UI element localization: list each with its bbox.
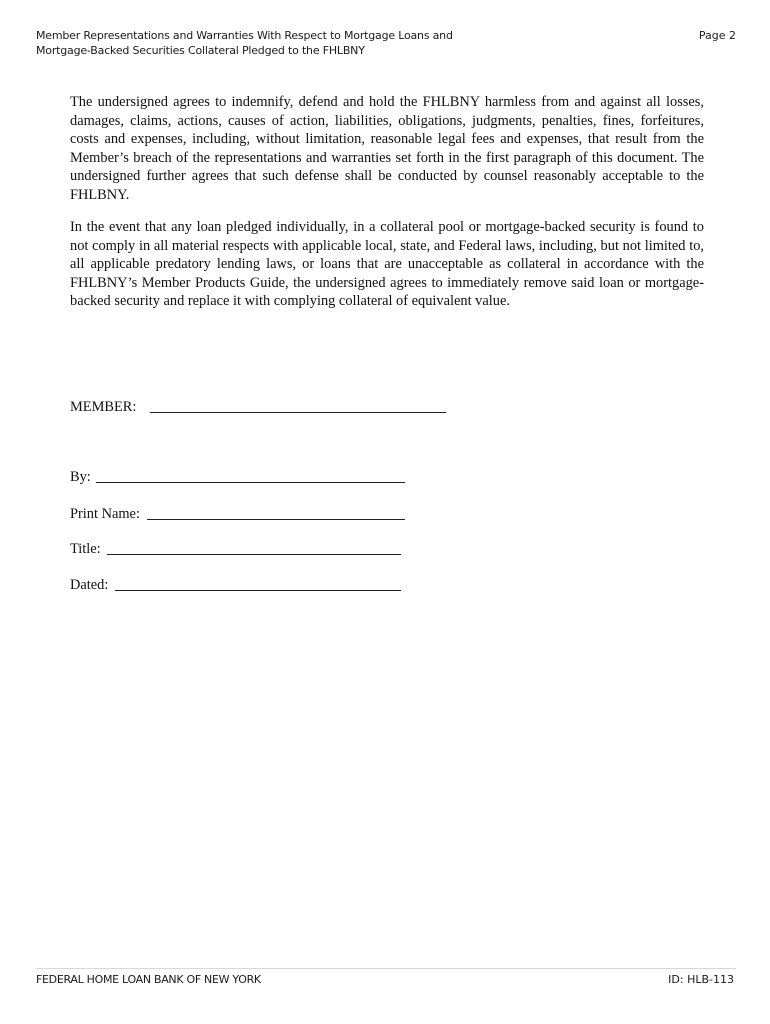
member-label: MEMBER: [70,399,137,415]
dated-label: Dated: [70,577,109,593]
print-name-field [70,505,140,523]
document-title-line-1: Member Representations and Warranties With Respect to Mortgage Loans and [36,29,453,42]
form-id: ID: HLB-113 [668,973,734,986]
organization-name: FEDERAL HOME LOAN BANK OF NEW YORK [36,973,261,986]
title-label: Title: [70,541,101,557]
compliance-paragraph: In the event that any loan pledged individually, in a collateral pool or mortgage-backed security is found to not comply in all material respects with applicable local, state, and Federal laws, including, but not limited to, all applicable predatory lending laws, or loans that are unacceptable as collateral in accordance with the FHLBNY’s Member Products Guide, the undersigned agrees to immediately remove said loan or mortgage-backed security and replace it with complying collateral of equivalent value. [70,219,704,310]
page-number: Page 2 [698,29,736,42]
title-line[interactable] [107,554,401,555]
title-field [70,540,101,558]
by-signature-line[interactable] [96,482,405,483]
print-name-label: Print Name: [70,506,140,522]
footer-divider [36,968,736,969]
member-signature-line[interactable] [150,412,446,413]
member-field [70,398,136,416]
by-field [70,468,91,486]
dated-field [70,576,108,594]
print-name-line[interactable] [147,519,405,520]
document-title-line-2: Mortgage-Backed Securities Collateral Pledged to the FHLBNY [36,44,365,57]
by-label: By: [70,469,91,485]
indemnification-paragraph: The undersigned agrees to indemnify, defend and hold the FHLBNY harmless from and against all losses, damages, claims, actions, causes of action, liabilities, obligations, judgments, penalties, fines, forfeitures, costs and expenses, including, without limitation, reasonable legal fees and expenses, that result from the Member’s breach of the representations and warranties set forth in the first paragraph of this document. The undersigned further agrees that such defense shall be conducted by counsel reasonably acceptable to the FHLBNY. [70,94,704,203]
document-title [36,28,516,58]
dated-line[interactable] [115,590,401,591]
